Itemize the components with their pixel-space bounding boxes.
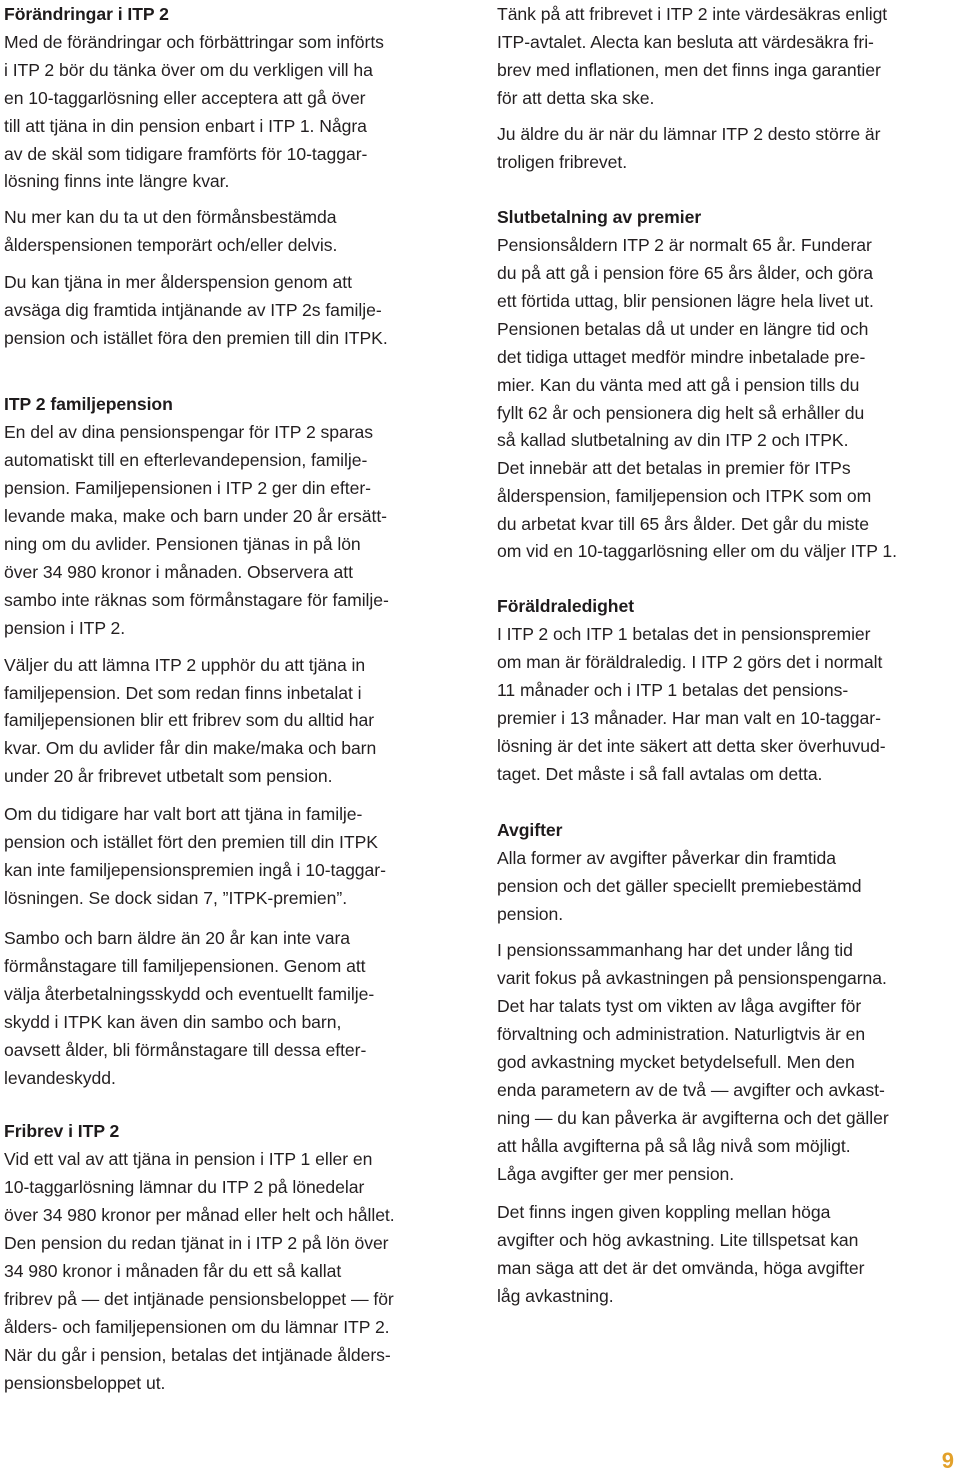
text-line: Du kan tjäna in mer ålderspension genom att bbox=[4, 272, 352, 292]
text-line: Det innebär att det betalas in premier för ITPs bbox=[497, 458, 851, 478]
text-line: premier i 13 månader. Har man valt en 10-taggar- bbox=[497, 708, 881, 728]
text-line: En del av dina pensionspengar för ITP 2 sparas bbox=[4, 422, 374, 442]
text-line: sambo inte räknas som förmånstagare för familje- bbox=[4, 590, 389, 610]
text-line: ning — du kan påverka är avgifterna och det gäller bbox=[497, 1108, 889, 1128]
text-line: om vid en 10-taggarlösning eller om du väljer ITP 1. bbox=[497, 541, 897, 561]
text-line: Vid ett val av att tjäna in pension i ITP 1 eller en bbox=[4, 1149, 373, 1169]
text-line: levande maka, make och barn under 20 år ersätt- bbox=[4, 506, 387, 526]
text-line: du arbetat kvar till 65 års ålder. Det går du miste bbox=[497, 514, 869, 534]
text-line: förmånstagare till familjepensionen. Genom att bbox=[4, 956, 366, 976]
text-line: pension och istället föra den premien till din ITPK. bbox=[4, 328, 388, 348]
text-line: om man är föräldraledig. I ITP 2 görs det i normalt bbox=[497, 652, 883, 672]
text-line: mier. Kan du vänta med att gå i pension tills du bbox=[497, 375, 860, 395]
text-line: skydd i ITPK kan även din sambo och barn, bbox=[4, 1012, 342, 1032]
text-line: 10-taggarlösning lämnar du ITP 2 på lönedelar bbox=[4, 1177, 365, 1197]
text-line: Låga avgifter ger mer pension. bbox=[497, 1164, 735, 1184]
text-line: i ITP 2 bör du tänka över om du verkligen vill ha bbox=[4, 60, 373, 80]
text-line: ålderspension, familjepension och ITPK som om bbox=[497, 486, 872, 506]
text-line: Den pension du redan tjänat in i ITP 2 på lön över bbox=[4, 1233, 389, 1253]
page-number: 9 bbox=[941, 1448, 954, 1473]
text-line: varit fokus på avkastningen på pensionspengarna. bbox=[497, 968, 887, 988]
text-line: över 34 980 kronor i månaden. Observera att bbox=[4, 562, 353, 582]
text-line: fyllt 62 år och pensionera dig helt så erhåller du bbox=[497, 403, 865, 423]
text-line: Ju äldre du är när du lämnar ITP 2 desto större är bbox=[497, 124, 881, 144]
text-line: Pensionen betalas då ut under en längre tid och bbox=[497, 319, 869, 339]
text-line: pension. bbox=[497, 904, 564, 924]
text-line: avsäga dig framtida intjänande av ITP 2s familje- bbox=[4, 300, 382, 320]
text-line: lösning är det inte säkert att detta sker överhuvud- bbox=[497, 736, 886, 756]
text-line: troligen fribrevet. bbox=[497, 152, 628, 172]
text-line: Nu mer kan du ta ut den förmånsbestämda bbox=[4, 207, 337, 227]
text-line: 34 980 kronor i månaden får du ett så kallat bbox=[4, 1261, 342, 1281]
text-line: Det finns ingen given koppling mellan höga bbox=[497, 1202, 831, 1222]
text-line: man säga att det är det omvända, höga avgifter bbox=[497, 1258, 865, 1278]
text-line: brev med inflationen, men det finns inga garantier bbox=[497, 60, 881, 80]
section-heading: Avgifter bbox=[497, 820, 563, 840]
text-line: Om du tidigare har valt bort att tjäna in familje- bbox=[4, 804, 363, 824]
text-line: låg avkastning. bbox=[497, 1286, 614, 1306]
text-line: ITP-avtalet. Alecta kan besluta att värdesäkra fri- bbox=[497, 32, 874, 52]
text-line: ålderspensionen temporärt och/eller delvis. bbox=[4, 235, 338, 255]
text-line: Väljer du att lämna ITP 2 upphör du att tjäna in bbox=[4, 655, 366, 675]
text-line: Pensionsåldern ITP 2 är normalt 65 år. Funderar bbox=[497, 235, 872, 255]
text-line: Sambo och barn äldre än 20 år kan inte vara bbox=[4, 928, 351, 948]
text-line: taget. Det måste i så fall avtalas om detta. bbox=[497, 764, 823, 784]
text-line: av de skäl som tidigare framförts för 10-taggar- bbox=[4, 144, 368, 164]
text-line: kan inte familjepensionspremien ingå i 10-taggar- bbox=[4, 860, 386, 880]
text-line: oavsett ålder, bli förmånstagare till dessa efter- bbox=[4, 1040, 367, 1060]
section-heading: Slutbetalning av premier bbox=[497, 207, 702, 227]
section-heading: Förändringar i ITP 2 bbox=[4, 4, 169, 24]
text-line: fribrev på — det intjänade pensionsbeloppet — för bbox=[4, 1289, 394, 1309]
text-line: en 10-taggarlösning eller acceptera att gå över bbox=[4, 88, 366, 108]
text-line: levandeskydd. bbox=[4, 1068, 116, 1088]
text-line: familjepension. Det som redan finns inbetalat i bbox=[4, 683, 362, 703]
text-line: I ITP 2 och ITP 1 betalas det in pensionspremier bbox=[497, 624, 871, 644]
text-line: pensionsbeloppet ut. bbox=[4, 1373, 166, 1393]
text-line: för att detta ska ske. bbox=[497, 88, 655, 108]
text-line: förvaltning och administration. Naturligtvis är en bbox=[497, 1024, 866, 1044]
text-line: ett förtida uttag, blir pensionen lägre hela livet ut. bbox=[497, 291, 874, 311]
section-heading: ITP 2 familjepension bbox=[4, 394, 173, 414]
section-heading: Fribrev i ITP 2 bbox=[4, 1121, 120, 1141]
text-line: Alla former av avgifter påverkar din framtida bbox=[497, 848, 837, 868]
text-line: enda parametern av de två — avgifter och avkast- bbox=[497, 1080, 885, 1100]
text-line: Det har talats tyst om vikten av låga avgifter för bbox=[497, 996, 862, 1016]
text-line: 11 månader och i ITP 1 betalas det pensions- bbox=[497, 680, 849, 700]
text-line: pension och det gäller speciellt premiebestämd bbox=[497, 876, 862, 896]
text-line: kvar. Om du avlider får din make/maka och barn bbox=[4, 738, 377, 758]
text-line: lösningen. Se dock sidan 7, ”ITPK-premien”. bbox=[4, 888, 348, 908]
text-line: pension och istället fört den premien till din ITPK bbox=[4, 832, 378, 852]
text-line: familjepensionen blir ett fribrev som du alltid har bbox=[4, 710, 375, 730]
text-line: pension. Familjepensionen i ITP 2 ger din efter- bbox=[4, 478, 371, 498]
text-line: Tänk på att fribrevet i ITP 2 inte värdesäkras enligt bbox=[497, 4, 888, 24]
text-line: välja återbetalningsskydd och eventuellt familje- bbox=[4, 984, 375, 1004]
text-line: Med de förändringar och förbättringar som införts bbox=[4, 32, 384, 52]
section-heading: Föräldraledighet bbox=[497, 596, 635, 616]
text-line: det tidiga uttaget medför mindre inbetalade pre- bbox=[497, 347, 866, 367]
text-line: När du går i pension, betalas det intjänade ålders- bbox=[4, 1345, 391, 1365]
text-line: pension i ITP 2. bbox=[4, 618, 126, 638]
text-line: att hålla avgifterna på så låg nivå som möjligt. bbox=[497, 1136, 851, 1156]
text-line: ning om du avlider. Pensionen tjänas in på lön bbox=[4, 534, 361, 554]
text-line: så kallad slutbetalning av din ITP 2 och ITPK. bbox=[497, 430, 849, 450]
text-line: ålders- och familjepensionen om du lämnar ITP 2. bbox=[4, 1317, 390, 1337]
text-line: du på att gå i pension före 65 års ålder, och göra bbox=[497, 263, 874, 283]
text-line: automatiskt till en efterlevandepension, familje- bbox=[4, 450, 368, 470]
text-line: till att tjäna in din pension enbart i ITP 1. Några bbox=[4, 116, 367, 136]
text-line: över 34 980 kronor per månad eller helt och hållet. bbox=[4, 1205, 395, 1225]
text-line: lösning finns inte längre kvar. bbox=[4, 171, 230, 191]
text-line: under 20 år fribrevet utbetalt som pension. bbox=[4, 766, 333, 786]
text-line: avgifter och hög avkastning. Lite tillspetsat kan bbox=[497, 1230, 859, 1250]
text-line: god avkastning mycket betydelsefull. Men den bbox=[497, 1052, 855, 1072]
text-line: I pensionssammanhang har det under lång tid bbox=[497, 940, 853, 960]
